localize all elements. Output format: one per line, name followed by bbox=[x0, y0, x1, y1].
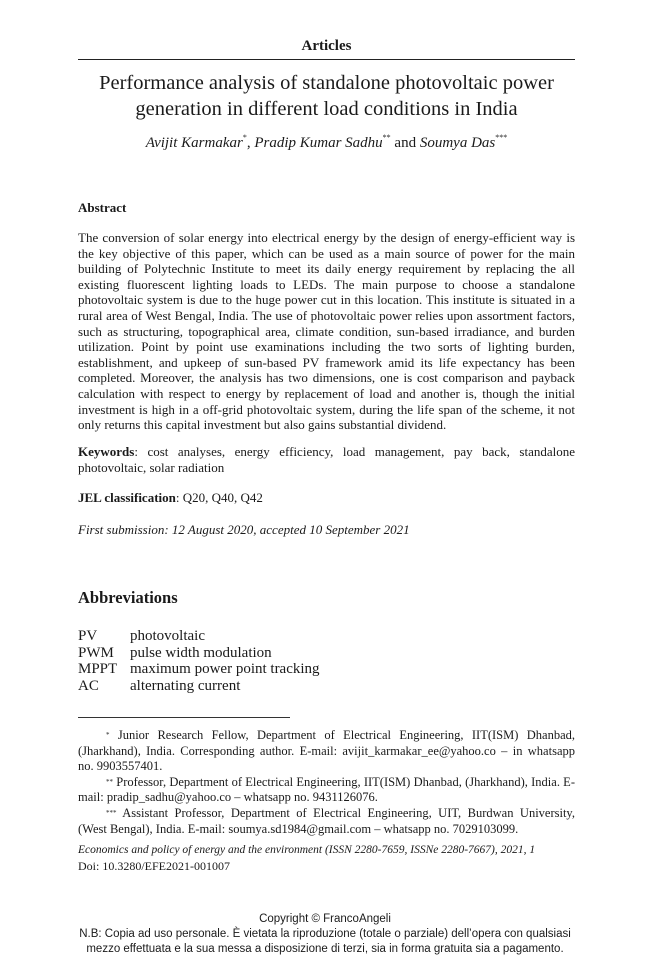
author-separator: and bbox=[390, 135, 420, 151]
author-separator: , bbox=[246, 135, 255, 151]
abbreviations-list bbox=[78, 628, 320, 694]
copyright-line: N.B: Copia ad uso personale. È vietata la riproduzione (totale o parziale) dell’opera con qualsiasi bbox=[79, 928, 571, 940]
author-mark: ** bbox=[382, 133, 391, 142]
abstract-text: The conversion of solar energy into electrical energy by the design of energy-efficient way is the key objective of this paper, which can be used as a main source of power for the main building of Polytechnic Institute to meet its daily energy requirement by replacing the all existing fluorescent lighting loads to LEDs. The main purpose to choose a standalone photovoltaic system is due to the huge power cut in this location. This institute is situated in a rural area of West Bengal, India. The use of photovoltaic power relies upon assortment factors, such as structuring, topographical area, climate condition, sun-based irradiance, and burden utilization. Point by point use examinations including the two sorts of lighting burden, establishment, and upkeep of sun-based PV framework amid its life expectancy has been completed. Moreover, the analysis has two dimensions, one is cost comparison and payback calculation with respect to energy by replacement of load and another is, though the initial investment is high in a off-grid photovoltaic system, during the life span of the scheme, it not only returns this capital investment but also gains substantial dividend. bbox=[78, 230, 575, 433]
abbreviation-row bbox=[78, 661, 320, 678]
keywords-text: : cost analyses, energy efficiency, load management, pay back, standalone photovoltaic, solar radiation bbox=[78, 444, 575, 475]
abbreviation-meaning: alternating current bbox=[130, 677, 241, 694]
abbreviations-heading: Abbreviations bbox=[78, 588, 178, 607]
copyright-line: mezzo effettuata e la sua messa a disposizione di terzi, sia in forma gratuita sia a pagamento. bbox=[86, 943, 564, 955]
journal-citation: Economics and policy of energy and the environment (ISSN 2280-7659, ISSNe 2280-7667), 2021, 1 bbox=[78, 844, 536, 856]
abbreviation: MPPT bbox=[78, 661, 118, 677]
footnote-text: Professor, Department of Electrical Engineering, IIT(ISM) Dhanbad, (Jharkhand), India. E-mail: pradip_sadhu@yahoo.co – whatsapp no. 9431126076. bbox=[78, 774, 575, 805]
footnote bbox=[78, 806, 575, 837]
author-name: Pradip Kumar Sadhu bbox=[254, 135, 383, 151]
footnote-mark: ** bbox=[106, 777, 113, 786]
footnotes bbox=[78, 728, 575, 837]
header-rule bbox=[78, 59, 575, 60]
abbreviation-row bbox=[78, 678, 320, 695]
jel-classification bbox=[78, 490, 263, 506]
abbreviation: PWM bbox=[78, 644, 114, 661]
abbreviation: AC bbox=[78, 677, 99, 694]
abstract-heading: Abstract bbox=[78, 200, 127, 215]
author-list bbox=[60, 135, 593, 152]
author-name: Soumya Das bbox=[419, 135, 496, 151]
author-mark: *** bbox=[495, 133, 508, 142]
footnote-rule bbox=[78, 717, 290, 718]
footnote-text: Junior Research Fellow, Department of Electrical Engineering, IIT(ISM) Dhanbad, (Jharkhand), India. Corresponding author. E-mail: avijit_karmakar_ee@yahoo.co – in whatsapp no. 9903557401. bbox=[78, 728, 575, 774]
author-name: Avijit Karmakar bbox=[145, 135, 243, 151]
abbreviation: PV bbox=[78, 628, 98, 644]
jel-codes: : Q20, Q40, Q42 bbox=[175, 490, 263, 505]
article-title: Performance analysis of standalone photovoltaic power generation in different load conditions in India bbox=[99, 72, 554, 120]
abbreviation-row bbox=[78, 628, 320, 645]
section-label: Articles bbox=[301, 38, 352, 54]
footnote-mark: *** bbox=[106, 808, 117, 817]
submission-dates: First submission: 12 August 2020, accepted 10 September 2021 bbox=[78, 522, 410, 537]
abbreviation-meaning: maximum power point tracking bbox=[130, 661, 320, 677]
keywords-label: Keywords bbox=[78, 444, 135, 459]
footnote-text: Assistant Professor, Department of Electrical Engineering, UIT, Burdwan University, (West Bengal), India. E-mail: soumya.sd1984@gmail.com – whatsapp no. 7029103099. bbox=[78, 805, 575, 836]
abbreviation-row bbox=[78, 645, 320, 662]
jel-label: JEL classification bbox=[78, 490, 176, 505]
abbreviation-meaning: pulse width modulation bbox=[130, 644, 272, 661]
footnote bbox=[78, 728, 575, 775]
copyright-line: Copyright © FrancoAngeli bbox=[259, 913, 391, 925]
footnote bbox=[78, 775, 575, 806]
keywords bbox=[78, 444, 575, 476]
doi: Doi: 10.3280/EFE2021-001007 bbox=[78, 859, 230, 873]
author-mark: * bbox=[242, 133, 247, 142]
footnote-mark: * bbox=[106, 731, 110, 739]
abbreviation-meaning: photovoltaic bbox=[130, 628, 205, 644]
copyright-notice bbox=[0, 912, 650, 957]
